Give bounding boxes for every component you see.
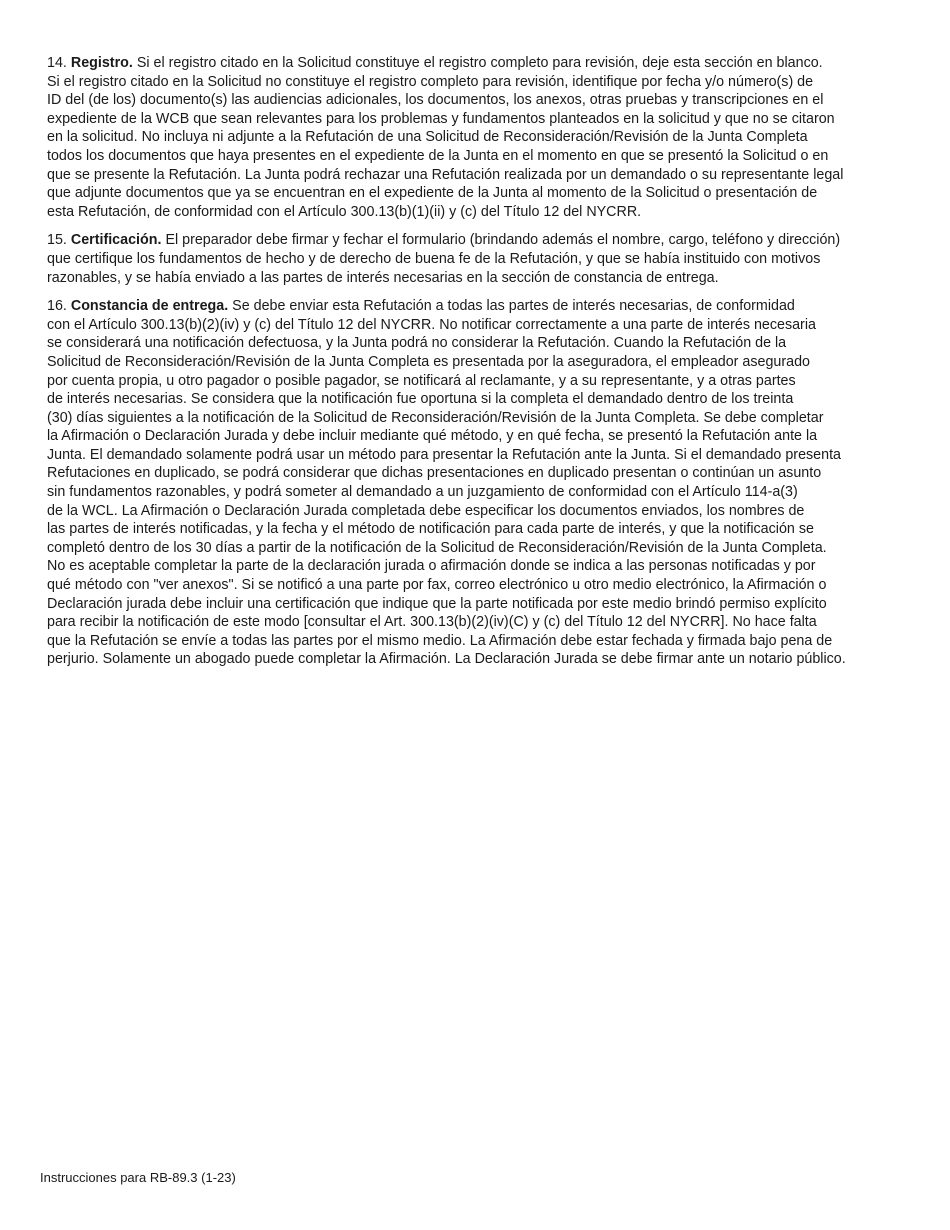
section-line: todos los documentos que haya presentes en el expediente de la Junta en el momento en que se presentó la Solicitud o en: [47, 147, 829, 164]
section-line: qué método con "ver anexos". Si se notificó a una parte por fax, correo electrónico u otro medio electrónico, la Afirmación o: [47, 577, 827, 594]
section-line: con el Artículo 300.13(b)(2)(iv) y (c) del Título 12 del NYCRR. No notificar correctamente a una parte de interés necesaria: [47, 316, 816, 333]
section-line: sin fundamentos razonables, y podrá someter al demandado a un juzgamiento de conformidad con el Artículo 114-a(3): [47, 484, 798, 501]
section-line: Declaración jurada debe incluir una certificación que indique que la parte notificada por este medio brindó permiso explícito: [47, 595, 827, 612]
section-text: El preparador debe firmar y fechar el formulario (brindando además el nombre, cargo, teléfono y dirección): [165, 232, 841, 249]
section-line: que adjunte documentos que ya se encuentran en el expediente de la Junta al momento de la Solicitud o presentación de: [47, 185, 818, 202]
section-first-line: [47, 297, 915, 316]
section-line: que se presente la Refutación. La Junta podrá rechazar una Refutación realizada por un demandado o su representante legal: [47, 166, 844, 183]
section-line: Refutaciones en duplicado, se podrá considerar que dichas presentaciones en duplicado presentan o continúan un asunto: [47, 465, 822, 482]
section-line: las partes de interés notificadas, y la fecha y el método de notificación para cada parte de interés, y que la notificación se: [47, 521, 814, 538]
section-line: por cuenta propia, u otro pagador o posible pagador, se notificará al reclamante, y a su representante, y a otras partes: [47, 372, 796, 389]
section-line: completó dentro de los 30 días a partir de la notificación de la Solicitud de Reconsideración/Revisión de la Junta Completa.: [47, 539, 827, 556]
section-line: Solicitud de Reconsideración/Revisión de la Junta Completa es presentada por la aseguradora, el empleador asegurado: [47, 353, 810, 370]
instructions-page: [47, 54, 915, 679]
section-line: para recibir la notificación de este modo [consultar el Art. 300.13(b)(2)(iv)(C) y (c) del Título 12 del NYCRR]. No hace falta: [47, 614, 817, 631]
section-line: de la WCL. La Afirmación o Declaración Jurada completada debe especificar los documentos enviados, los nombres de: [47, 502, 805, 519]
section-line: en la solicitud. No incluya ni adjunte a la Refutación de una Solicitud de Reconsideración/Revisión de la Junta Completa: [47, 129, 808, 146]
section-text: Si el registro citado en la Solicitud constituye el registro completo para revisión, deje esta sección en blanco.: [136, 55, 823, 71]
section-line: que la Refutación se envíe a todas las partes por el mismo medio. La Afirmación debe estar fechada y firmada bajo pena de: [47, 632, 833, 649]
section-heading: Registro.: [70, 55, 133, 71]
section-line: de interés necesarias. Se considera que la notificación fue oportuna si la completa el demandado dentro de los treinta: [47, 391, 794, 408]
section-line: Si el registro citado en la Solicitud no constituye el registro completo para revisión, identifique por fecha y/o número(s) de: [47, 73, 814, 90]
section-first-line: [47, 54, 915, 73]
section-line: razonables, y se había enviado a las partes de interés necesarias en la sección de constancia de entrega.: [47, 269, 719, 286]
section-line: ID del (de los) documento(s) las audiencias adicionales, los documentos, los anexos, otras pruebas y transcripciones en el: [47, 92, 824, 109]
section-line: se considerará una notificación defectuosa, y la Junta podrá no considerar la Refutación. Cuando la Refutación de la: [47, 335, 787, 352]
section-line: Junta. El demandado solamente podrá usar un método para presentar la Refutación ante la Junta. Si el demandado presenta: [47, 446, 841, 463]
section-registro: [47, 54, 915, 221]
form-footer: Instrucciones para RB-89.3 (1-23): [40, 1170, 236, 1185]
section-certificacion: [47, 231, 915, 287]
section-first-line: [47, 231, 915, 250]
section-line: que certifique los fundamentos de hecho y de derecho de buena fe de la Refutación, y que se había instituido con motivos: [47, 250, 821, 267]
section-line: (30) días siguientes a la notificación de la Solicitud de Reconsideración/Revisión de la Junta Completa. Se debe completar: [47, 409, 824, 426]
section-number: 15.: [47, 232, 67, 249]
section-line: expediente de la WCB que sean relevantes para los problemas y fundamentos planteados en la solicitud y que no se citaron: [47, 110, 835, 127]
section-line: esta Refutación, de conformidad con el Artículo 300.13(b)(1)(ii) y (c) del Título 12 del NYCRR.: [47, 203, 642, 220]
section-line: la Afirmación o Declaración Jurada y debe incluir mediante qué método, y en qué fecha, se presentó la Refutación ante la: [47, 428, 818, 445]
section-constancia-de-entrega: [47, 297, 915, 669]
section-line: No es aceptable completar la parte de la declaración jurada o afirmación donde se indica a las personas notificadas y por: [47, 558, 816, 575]
section-line: perjurio. Solamente un abogado puede completar la Afirmación. La Declaración Jurada se debe firmar ante un notario público.: [47, 651, 846, 668]
section-number: 14.: [47, 55, 67, 71]
section-text: Se debe enviar esta Refutación a todas las partes de interés necesarias, de conformidad: [232, 298, 795, 315]
section-number: 16.: [47, 298, 67, 315]
section-heading: Constancia de entrega.: [70, 298, 229, 315]
section-heading: Certificación.: [70, 232, 162, 249]
